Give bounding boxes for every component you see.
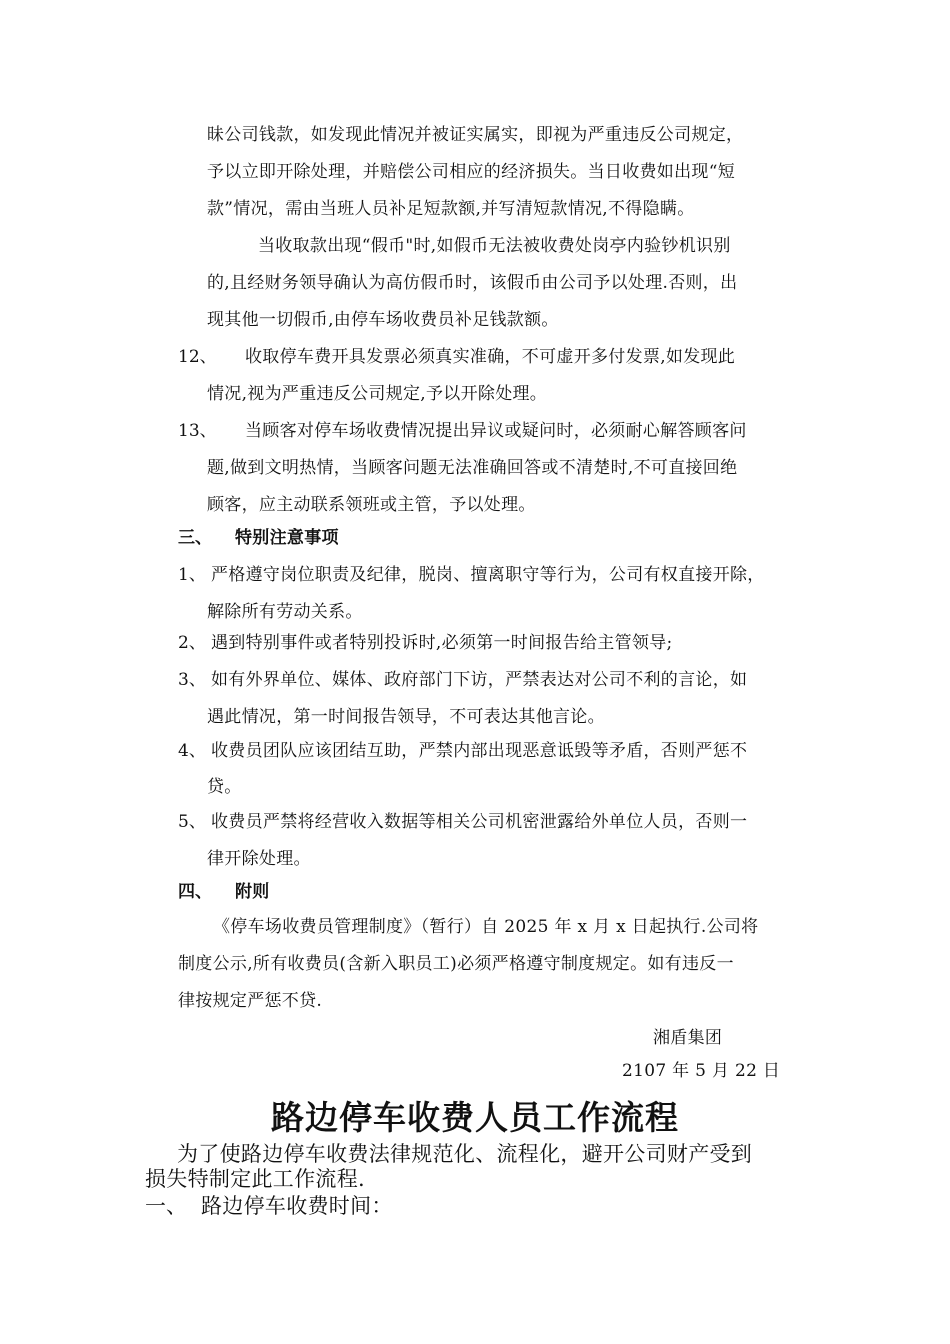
- paragraph-line: 当收取款出现“假币"时,如假币无法被收费处岗亭内验钞机识别: [258, 236, 731, 256]
- paragraph-line: 遇到特别事件或者特别投诉时,必须第一时间报告给主管领导;: [211, 633, 673, 653]
- signature-date: 2107 年 5 月 22 日: [622, 1061, 781, 1081]
- paragraph-line: 制度公示,所有收费员(含新入职员工)必须严格遵守制度规定。如有违反一: [178, 954, 734, 974]
- paragraph-line: 昧公司钱款，如发现此情况并被证实属实，即视为严重违反公司规定，: [207, 125, 744, 145]
- paragraph-line: 情况,视为严重违反公司规定,予以开除处理。: [207, 384, 548, 404]
- paragraph-line: 《停车场收费员管理制度》（暂行）自 2025 年 x 月 x 日起执行.公司将: [213, 917, 759, 937]
- paragraph-line: 解除所有劳动关系。: [207, 602, 363, 622]
- document-title: 路边停车收费人员工作流程: [271, 1098, 679, 1137]
- paragraph-line: 收费员团队应该团结互助，严禁内部出现恶意诋毁等矛盾，否则严惩不: [211, 741, 748, 761]
- paragraph-line: 遇此情况，第一时间报告领导，不可表达其他言论。: [207, 707, 605, 727]
- paragraph-line: 现其他一切假币,由停车场收费员补足钱款额。: [207, 310, 559, 330]
- section-number: 一、: [145, 1194, 187, 1218]
- item-number: 1、: [178, 565, 206, 585]
- section-heading: 附则: [235, 882, 270, 902]
- paragraph-line: 收取停车费开具发票必须真实准确，不可虚开多付发票,如发现此: [245, 347, 736, 367]
- paragraph-line: 贷。: [207, 777, 242, 797]
- item-number: 12、: [178, 347, 217, 367]
- intro-line: 为了使路边停车收费法律规范化、流程化，避开公司财产受到: [177, 1142, 753, 1166]
- paragraph-line: 题,做到文明热情，当顾客问题无法准确回答或不清楚时,不可直接回绝: [207, 458, 738, 478]
- signature-company: 湘盾集团: [653, 1028, 723, 1048]
- paragraph-line: 款”情况，需由当班人员补足短款额,并写清短款情况,不得隐瞒。: [207, 199, 695, 219]
- item-number: 5、: [178, 812, 206, 832]
- paragraph-line: 予以立即开除处理，并赔偿公司相应的经济损失。当日收费如出现“短: [207, 162, 735, 182]
- item-number: 13、: [178, 421, 217, 441]
- item-number: 2、: [178, 633, 206, 653]
- item-number: 4、: [178, 741, 206, 761]
- paragraph-line: 当顾客对停车场收费情况提出异议或疑问时，必须耐心解答顾客问: [245, 421, 747, 441]
- paragraph-line: 如有外界单位、媒体、政府部门下访，严禁表达对公司不利的言论，如: [211, 670, 748, 690]
- section-heading: 路边停车收费时间：: [201, 1194, 393, 1218]
- paragraph-line: 收费员严禁将经营收入数据等相关公司机密泄露给外单位人员，否则一: [211, 812, 748, 832]
- section-heading: 特别注意事项: [235, 528, 339, 548]
- paragraph-line: 顾客，应主动联系领班或主管，予以处理。: [207, 495, 536, 515]
- paragraph-line: 的,且经财务领导确认为高仿假币时，该假币由公司予以处理.否则，出: [207, 273, 738, 293]
- intro-line: 损失特制定此工作流程.: [145, 1167, 365, 1191]
- paragraph-line: 律开除处理。: [207, 849, 311, 869]
- paragraph-line: 律按规定严惩不贷.: [178, 991, 323, 1011]
- paragraph-line: 严格遵守岗位职责及纪律，脱岗、擅离职守等行为，公司有权直接开除，: [211, 565, 765, 585]
- item-number: 3、: [178, 670, 206, 690]
- section-number: 三、: [178, 528, 212, 548]
- section-number: 四、: [178, 882, 212, 902]
